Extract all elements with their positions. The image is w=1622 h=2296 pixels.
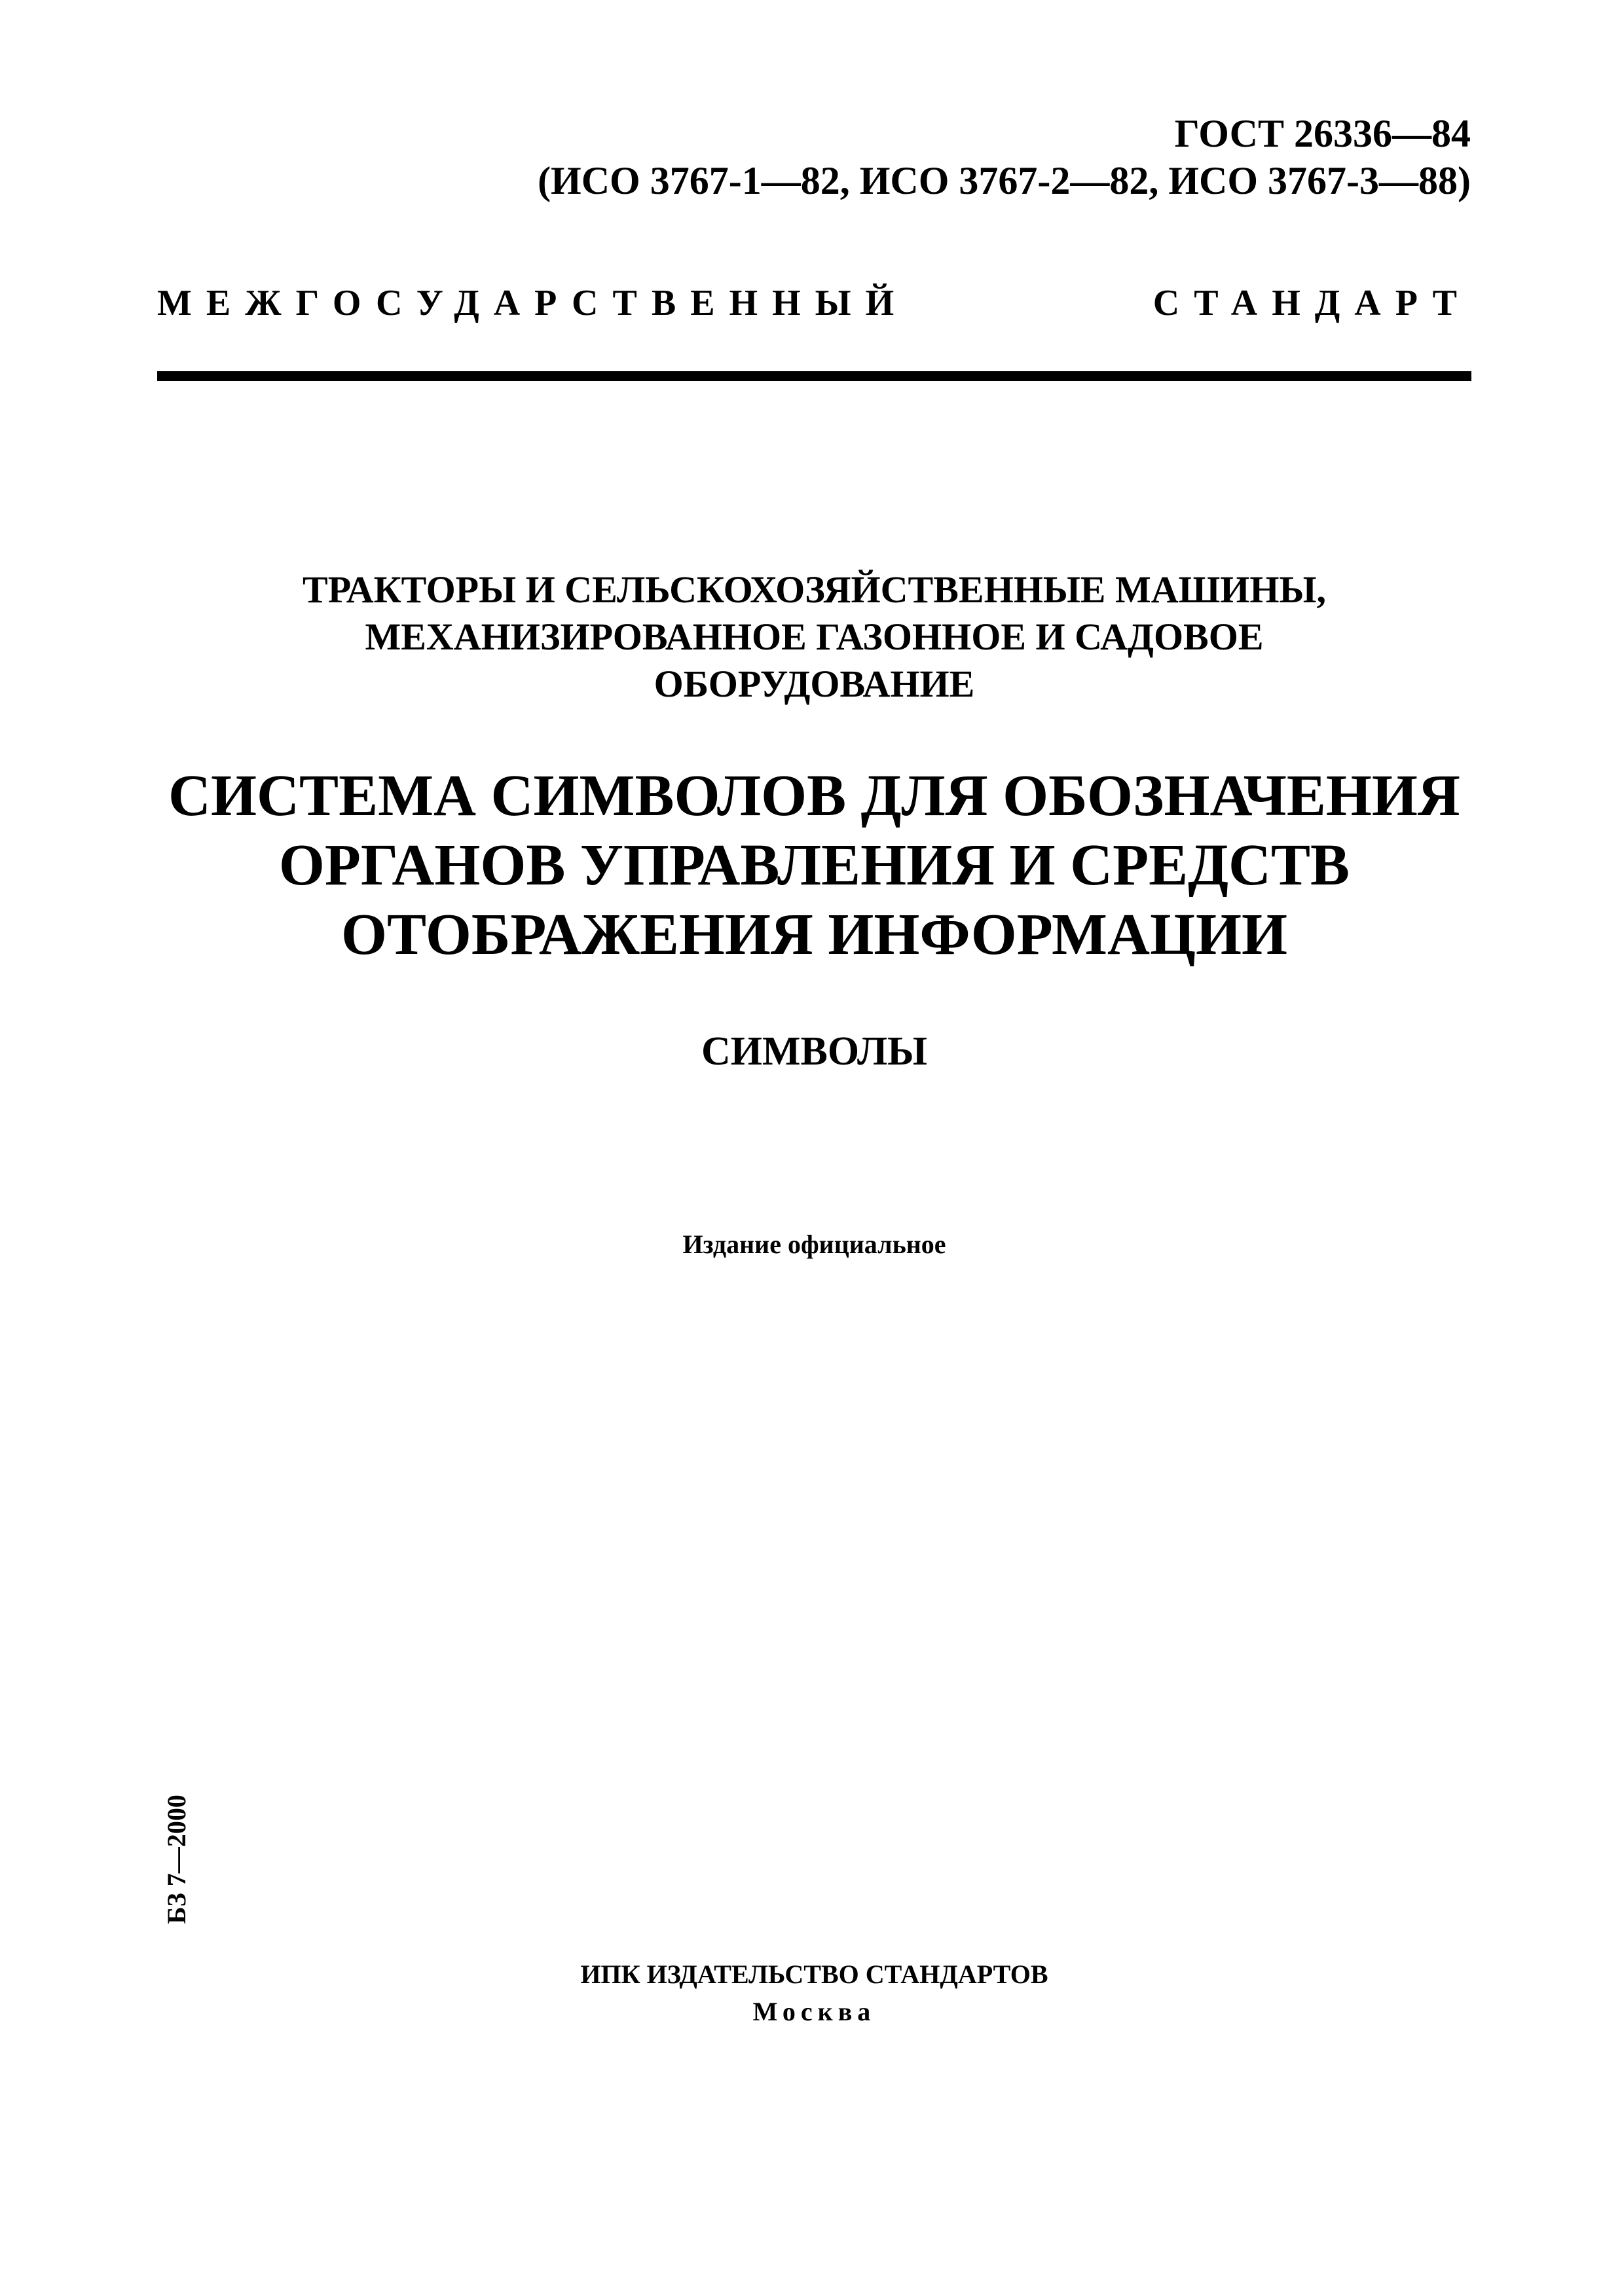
edition-label: Издание официальное: [682, 1230, 946, 1259]
publisher-name: ИПК ИЗДАТЕЛЬСТВО СТАНДАРТОВ: [580, 1959, 1048, 1989]
subtitle: СИМВОЛЫ: [701, 1029, 928, 1074]
subject-line: ОБОРУДОВАНИЕ: [654, 663, 975, 705]
subject-line: МЕХАНИЗИРОВАННОЕ ГАЗОННОЕ И САДОВОЕ: [365, 615, 1264, 658]
subject-line: ТРАКТОРЫ И СЕЛЬСКОХОЗЯЙСТВЕННЫЕ МАШИНЫ,: [303, 568, 1326, 611]
main-title: [131, 761, 1498, 970]
title-line: СИСТЕМА СИМВОЛОВ ДЛЯ ОБОЗНАЧЕНИЯ: [168, 763, 1460, 828]
title-line: ОТОБРАЖЕНИЯ ИНФОРМАЦИИ: [341, 902, 1287, 967]
gost-number: ГОСТ 26336—84: [1174, 112, 1471, 155]
subject-heading: [157, 566, 1471, 708]
standard-type-heading: МЕЖГОСУДАРСТВЕННЫЙ СТАНДАРТ: [157, 283, 1471, 323]
iso-references: (ИСО 3767-1—82, ИСО 3767-2—82, ИСО 3767-3—88): [538, 159, 1471, 202]
title-line: ОРГАНОВ УПРАВЛЕНИЯ И СРЕДСТВ: [278, 833, 1350, 898]
publisher-city: Москва: [752, 1997, 876, 2026]
header-divider: [157, 371, 1471, 381]
side-code: БЗ 7—2000: [162, 1795, 191, 1924]
